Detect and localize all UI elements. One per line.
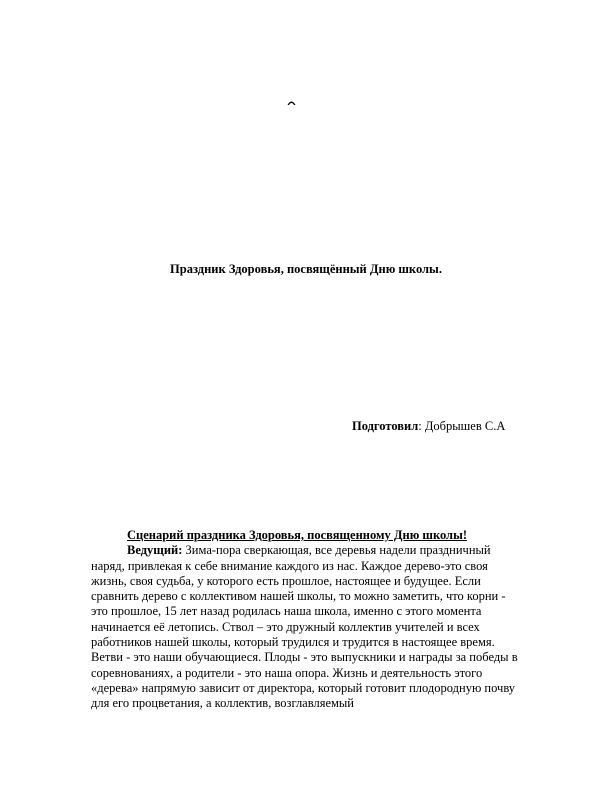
script-paragraph — [91, 543, 521, 711]
prepared-by-label: Подготовил — [352, 419, 419, 433]
script-heading: Сценарий праздника Здоровья, посвященному Дню школы! — [127, 528, 467, 542]
script-section — [91, 528, 521, 712]
script-text: Зима-пора сверкающая, все деревья надели праздничный наряд, привлекая к себе внимание каждого из нас. Каждое дерево-это своя жизнь, своя судьба, у которого есть прошлое, настоящее и будущее. Если сравнить дерево с коллективом нашей школы, то можно заметить, что корни - это прошлое, 15 лет назад родилась наша школа, именно с этого момента начинается её летопись. Ствол – это дружный коллектив учителей и всех работников нашей школы, который трудился и трудится в настоящее время. Ветви - это наши обучающиеся. Плоды - это выпускники и награды за победы в соревнованиях, а родители - это наша опора. Жизнь и деятельность этого «дерева» напрямую зависит от директора, который готовит плодородную почву для его процветания, а коллектив, возглавляемый — [91, 543, 518, 711]
prepared-by — [352, 418, 505, 434]
prepared-by-name: Добрышев С.А — [424, 419, 506, 433]
page-title: Праздник Здоровья, посвящённый Дню школы. — [170, 262, 442, 276]
decorative-mark-icon — [287, 99, 296, 106]
host-label: Ведущий: — [127, 543, 183, 558]
prepared-by-separator: : — [418, 419, 425, 433]
